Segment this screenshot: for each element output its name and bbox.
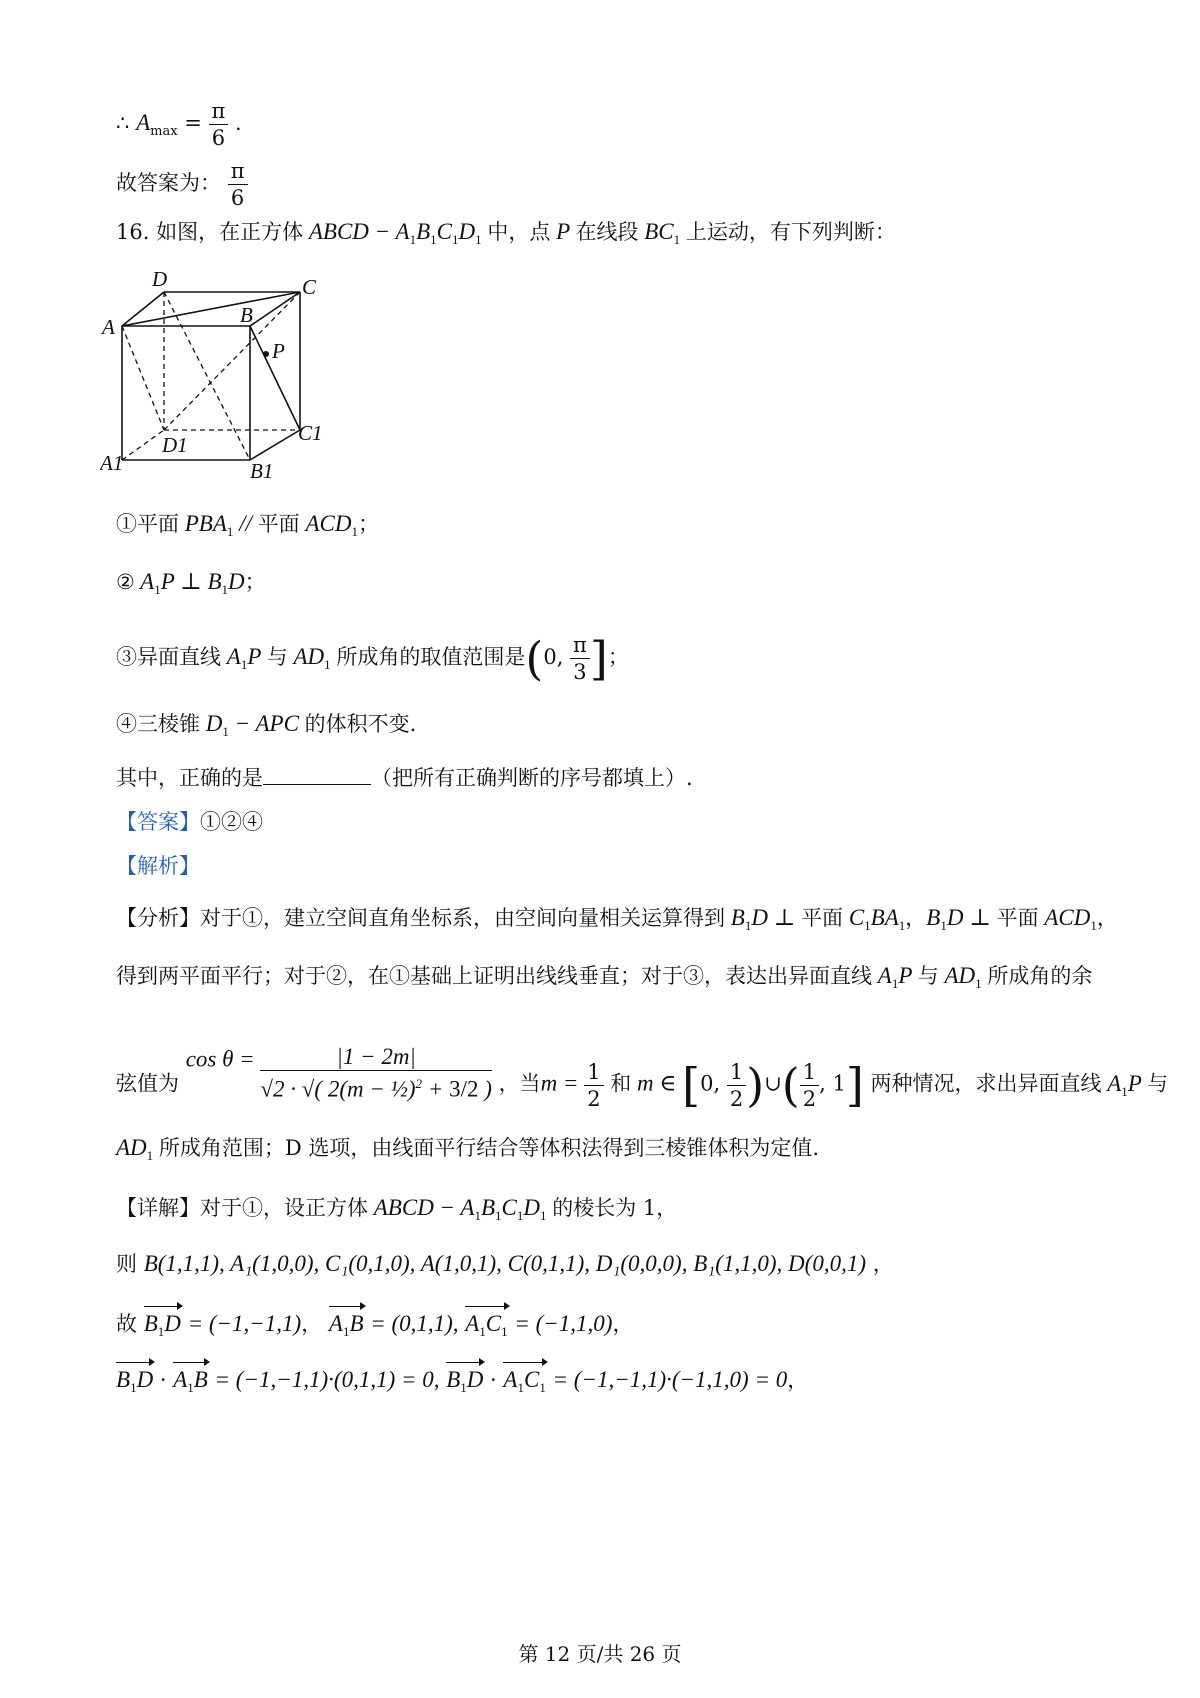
statement-1: ①平面 $PBA_1$ // 平面 $ACD_1$； — [116, 511, 379, 539]
analysis-line-3: 弦值为 cos θ = $\frac{|1 - 2m|}{√2 \cdot √( 2(m - \frac{1}{2})^2 + 3/2 )}$ ，当m = $\frac{1}{2}$ 和 m ∈ [0, $\frac{1}{2}$ )∪( $\frac{1}{2}$ , 1] 两种情况，求出异面直线 $A_1P$ 与 — [116, 1044, 1169, 1113]
which-correct-line: 其中，正确的是 （把所有正确判断的序号都填上）. — [116, 766, 693, 790]
label-D1: D1 — [162, 433, 188, 457]
label-A1: A1 — [100, 451, 124, 475]
coordinates-line: 则 B(1,1,1), A₁(1,0,0), C₁(0,1,0), A(1,0,1), C(0,1,1), D₁(0,0,0), B₁(1,1,0), D(0,0,1) ， — [116, 1251, 894, 1276]
statement-3: ③异面直线 $A_1P$ 与 $AD_1$ 所成角的取值范围是(0, $\frac{\pi}{3}$ ]； — [116, 631, 629, 686]
statement-4: ④三棱锥 $D_1$ − APC 的体积不变. — [116, 711, 417, 739]
label-A: A — [102, 315, 115, 339]
label-P: P — [272, 339, 285, 363]
label-B: B — [240, 303, 253, 327]
label-B1: B1 — [250, 459, 274, 483]
pi-over-six: $\frac{\pi}{6}$ — [209, 98, 229, 151]
answer-tag: 【答案】 — [116, 810, 200, 834]
analysis-tag: 【解析】 — [116, 854, 200, 878]
dot-products-line: $B_1D \cdot A_1B = (-1,-1,1)\cdot(0,1,1) = 0$, $B_1D \cdot A_1C_1 = (-1,-1,1)\cdot(-1,1,0) = 0$， — [116, 1366, 808, 1402]
label-D: D — [152, 267, 168, 291]
cube-figure — [100, 262, 340, 492]
analysis-line-4: $AD_1$ 所成角范围；D 选项，由线面平行结合等体积法得到三棱锥体积为定值. — [116, 1135, 820, 1163]
vectors-line: 故 $B_1D = (-1,-1,1)$， $A_1B = (0,1,1)$, $A_1C_1 = (-1,1,0)$， — [116, 1310, 633, 1346]
answer-pi6-line: 故答案为： $\frac{\pi}{6}$ — [116, 158, 248, 211]
answer-value: ①②④ — [200, 810, 263, 834]
amax-line: ∴ $A_{max}$ = $\frac{\pi}{6}$ . — [116, 99, 242, 150]
answer-line — [116, 808, 263, 836]
page-footer: 第 12 页/共 26 页 — [518, 1642, 682, 1666]
question-16-stem: 16. 如图，在正方体 ABCD − $A_1B_1C_1D_1$ 中，点 P 在线段 $BC_1$ 上运动，有下列判断： — [116, 219, 896, 247]
analysis-line-1: 【分析】对于①，建立空间直角坐标系，由空间向量相关运算得到 $B_1D$ ⊥ 平面 $C_1BA_1$，$B_1D$ ⊥ 平面 $ACD_1$， — [116, 905, 1118, 933]
pi-over-six-answer: $\frac{\pi}{6}$ — [228, 158, 248, 211]
label-C1: C1 — [298, 421, 323, 445]
statement-2: ② $A_1P$ ⊥ $B_1D$； — [116, 569, 266, 597]
label-C: C — [302, 275, 317, 299]
analysis-line-2: 得到两平面平行；对于②，在①基础上证明出线线垂直；对于③，表达出异面直线 $A_1P$ 与 $AD_1$ 所成角的余 — [116, 963, 1093, 991]
answer-blank — [263, 766, 371, 785]
detail-line-1: 【详解】对于①，设正方体 ABCD − $A_1B_1C_1D_1$ 的棱长为 1， — [116, 1195, 678, 1223]
therefore-symbol: ∴ — [116, 111, 130, 135]
